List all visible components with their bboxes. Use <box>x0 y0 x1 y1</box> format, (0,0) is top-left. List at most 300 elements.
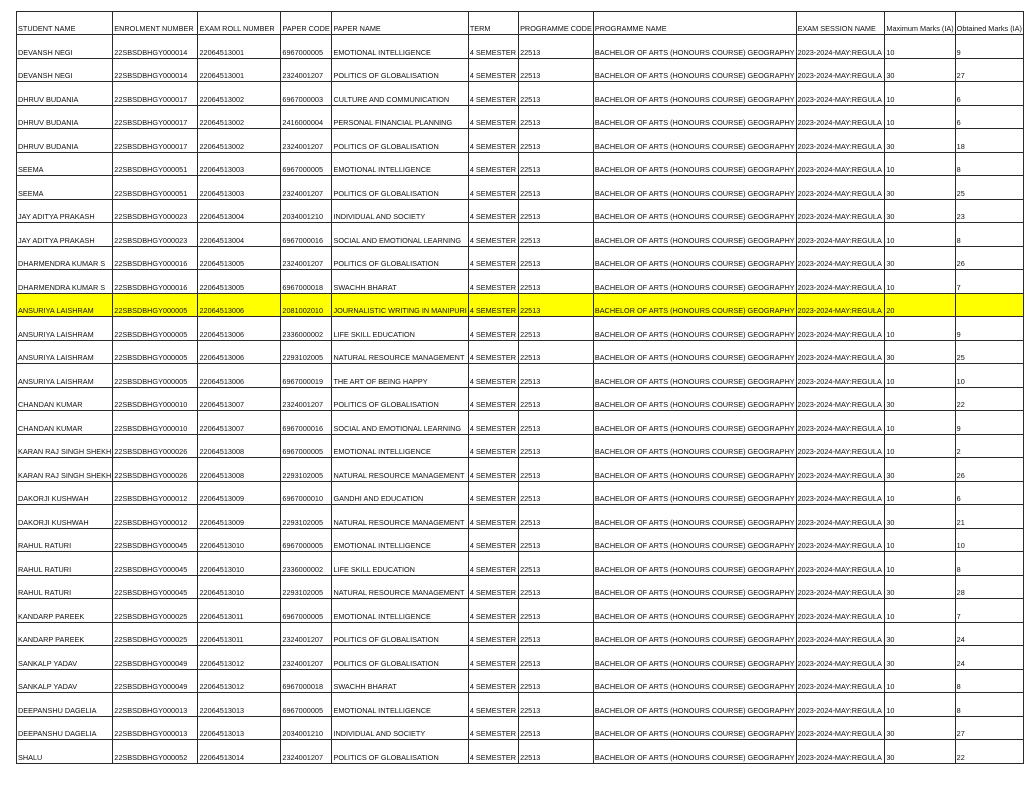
enrolment-number-cell: 22SBSDBHGY000013 <box>113 693 198 717</box>
programme-code-cell: 22513 <box>519 669 594 693</box>
paper-code-cell: 2081002010 <box>281 293 332 317</box>
table-row <box>17 434 1024 458</box>
term-cell: 4 SEMESTER <box>468 152 518 176</box>
obtained-marks-cell <box>955 293 1023 317</box>
student-name-cell: DHRUV BUDANIA <box>17 129 113 153</box>
programme-code-cell: 22513 <box>519 693 594 717</box>
term-cell: 4 SEMESTER <box>468 58 518 82</box>
enrolment-number-cell: 22SBSDBHGY000005 <box>113 317 198 341</box>
maximum-marks-cell: 10 <box>885 434 955 458</box>
exam-session-cell: 2023-2024-MAY:REGULA <box>796 82 885 106</box>
column-header: Obtained Marks (IA) <box>955 12 1023 35</box>
enrolment-number-cell: 22SBSDBHGY000012 <box>113 505 198 529</box>
column-header: PAPER CODE <box>281 12 332 35</box>
exam-session-cell: 2023-2024-MAY:REGULA <box>796 105 885 129</box>
maximum-marks-cell: 10 <box>885 481 955 505</box>
programme-code-cell: 22513 <box>519 340 594 364</box>
obtained-marks-cell: 8 <box>955 152 1023 176</box>
term-cell: 4 SEMESTER <box>468 599 518 623</box>
programme-name-cell: BACHELOR OF ARTS (HONOURS COURSE) GEOGRAPHY <box>593 505 796 529</box>
column-header: PAPER NAME <box>332 12 468 35</box>
student-name-cell: CHANDAN KUMAR <box>17 387 113 411</box>
exam-session-cell: 2023-2024-MAY:REGULA <box>796 58 885 82</box>
term-cell: 4 SEMESTER <box>468 716 518 740</box>
maximum-marks-cell: 10 <box>885 599 955 623</box>
programme-name-cell: BACHELOR OF ARTS (HONOURS COURSE) GEOGRAPHY <box>593 622 796 646</box>
exam-session-cell: 2023-2024-MAY:REGULA <box>796 716 885 740</box>
enrolment-number-cell: 22SBSDBHGY000005 <box>113 364 198 388</box>
enrolment-number-cell: 22SBSDBHGY000025 <box>113 622 198 646</box>
programme-code-cell: 22513 <box>519 528 594 552</box>
obtained-marks-cell: 27 <box>955 58 1023 82</box>
table-row <box>17 129 1024 153</box>
enrolment-number-cell: 22SBSDBHGY000026 <box>113 434 198 458</box>
programme-name-cell: BACHELOR OF ARTS (HONOURS COURSE) GEOGRAPHY <box>593 481 796 505</box>
paper-name-cell: POLITICS OF GLOBALISATION <box>332 646 468 670</box>
paper-code-cell: 6967000016 <box>281 223 332 247</box>
student-name-cell: DEVANSH NEGI <box>17 58 113 82</box>
programme-name-cell: BACHELOR OF ARTS (HONOURS COURSE) GEOGRAPHY <box>593 646 796 670</box>
programme-name-cell: BACHELOR OF ARTS (HONOURS COURSE) GEOGRAPHY <box>593 246 796 270</box>
table-row <box>17 82 1024 106</box>
paper-code-cell: 2324001207 <box>281 740 332 764</box>
term-cell: 4 SEMESTER <box>468 458 518 482</box>
programme-code-cell: 22513 <box>519 716 594 740</box>
programme-name-cell: BACHELOR OF ARTS (HONOURS COURSE) GEOGRAPHY <box>593 152 796 176</box>
programme-name-cell: BACHELOR OF ARTS (HONOURS COURSE) GEOGRAPHY <box>593 82 796 106</box>
term-cell: 4 SEMESTER <box>468 364 518 388</box>
column-header: TERM <box>468 12 518 35</box>
paper-name-cell: POLITICS OF GLOBALISATION <box>332 740 468 764</box>
exam-roll-number-cell: 22064513013 <box>198 693 281 717</box>
student-name-cell: ANSURIYA LAISHRAM <box>17 293 113 317</box>
exam-roll-number-cell: 22064513011 <box>198 599 281 623</box>
obtained-marks-cell: 24 <box>955 646 1023 670</box>
student-name-cell: DHRUV BUDANIA <box>17 82 113 106</box>
exam-roll-number-cell: 22064513009 <box>198 481 281 505</box>
paper-code-cell: 6967000018 <box>281 270 332 294</box>
header-row <box>17 12 1024 35</box>
term-cell: 4 SEMESTER <box>468 317 518 341</box>
column-header: PROGRAMME CODE <box>519 12 594 35</box>
exam-roll-number-cell: 22064513006 <box>198 293 281 317</box>
maximum-marks-cell: 30 <box>885 575 955 599</box>
paper-code-cell: 2324001207 <box>281 58 332 82</box>
programme-name-cell: BACHELOR OF ARTS (HONOURS COURSE) GEOGRAPHY <box>593 58 796 82</box>
maximum-marks-cell: 30 <box>885 340 955 364</box>
table-row <box>17 387 1024 411</box>
enrolment-number-cell: 22SBSDBHGY000016 <box>113 270 198 294</box>
maximum-marks-cell: 10 <box>885 152 955 176</box>
programme-code-cell: 22513 <box>519 364 594 388</box>
paper-code-cell: 6967000019 <box>281 364 332 388</box>
paper-code-cell: 2293102005 <box>281 340 332 364</box>
maximum-marks-cell: 10 <box>885 35 955 59</box>
exam-roll-number-cell: 22064513009 <box>198 505 281 529</box>
exam-session-cell: 2023-2024-MAY:REGULA <box>796 152 885 176</box>
paper-code-cell: 2293102005 <box>281 458 332 482</box>
student-name-cell: JAY ADITYA PRAKASH <box>17 223 113 247</box>
table-row <box>17 481 1024 505</box>
paper-code-cell: 6967000005 <box>281 434 332 458</box>
exam-session-cell: 2023-2024-MAY:REGULA <box>796 646 885 670</box>
enrolment-number-cell: 22SBSDBHGY000045 <box>113 575 198 599</box>
exam-roll-number-cell: 22064513001 <box>198 58 281 82</box>
programme-code-cell: 22513 <box>519 199 594 223</box>
exam-session-cell: 2023-2024-MAY:REGULA <box>796 552 885 576</box>
paper-code-cell: 2293102005 <box>281 505 332 529</box>
maximum-marks-cell: 30 <box>885 387 955 411</box>
exam-roll-number-cell: 22064513008 <box>198 434 281 458</box>
table-row <box>17 293 1024 317</box>
enrolment-number-cell: 22SBSDBHGY000023 <box>113 199 198 223</box>
term-cell: 4 SEMESTER <box>468 199 518 223</box>
enrolment-number-cell: 22SBSDBHGY000023 <box>113 223 198 247</box>
obtained-marks-cell: 28 <box>955 575 1023 599</box>
exam-session-cell: 2023-2024-MAY:REGULA <box>796 434 885 458</box>
enrolment-number-cell: 22SBSDBHGY000026 <box>113 458 198 482</box>
table-row <box>17 528 1024 552</box>
enrolment-number-cell: 22SBSDBHGY000013 <box>113 716 198 740</box>
programme-code-cell: 22513 <box>519 58 594 82</box>
enrolment-number-cell: 22SBSDBHGY000012 <box>113 481 198 505</box>
term-cell: 4 SEMESTER <box>468 387 518 411</box>
programme-name-cell: BACHELOR OF ARTS (HONOURS COURSE) GEOGRAPHY <box>593 105 796 129</box>
obtained-marks-cell: 21 <box>955 505 1023 529</box>
exam-session-cell: 2023-2024-MAY:REGULA <box>796 270 885 294</box>
obtained-marks-cell: 8 <box>955 693 1023 717</box>
exam-session-cell: 2023-2024-MAY:REGULA <box>796 340 885 364</box>
term-cell: 4 SEMESTER <box>468 505 518 529</box>
paper-name-cell: NATURAL RESOURCE MANAGEMENT <box>332 505 468 529</box>
exam-roll-number-cell: 22064513014 <box>198 740 281 764</box>
obtained-marks-cell: 6 <box>955 82 1023 106</box>
table-row <box>17 552 1024 576</box>
table-row <box>17 199 1024 223</box>
enrolment-number-cell: 22SBSDBHGY000052 <box>113 740 198 764</box>
exam-roll-number-cell: 22064513006 <box>198 317 281 341</box>
paper-name-cell: POLITICS OF GLOBALISATION <box>332 58 468 82</box>
paper-name-cell: EMOTIONAL INTELLIGENCE <box>332 434 468 458</box>
enrolment-number-cell: 22SBSDBHGY000010 <box>113 387 198 411</box>
paper-name-cell: NATURAL RESOURCE MANAGEMENT <box>332 458 468 482</box>
exam-session-cell: 2023-2024-MAY:REGULA <box>796 411 885 435</box>
paper-code-cell: 2324001207 <box>281 176 332 200</box>
programme-code-cell: 22513 <box>519 246 594 270</box>
maximum-marks-cell: 30 <box>885 199 955 223</box>
maximum-marks-cell: 30 <box>885 740 955 764</box>
column-header: ENROLMENT NUMBER <box>113 12 198 35</box>
enrolment-number-cell: 22SBSDBHGY000017 <box>113 129 198 153</box>
programme-name-cell: BACHELOR OF ARTS (HONOURS COURSE) GEOGRAPHY <box>593 458 796 482</box>
programme-code-cell: 22513 <box>519 552 594 576</box>
programme-code-cell: 22513 <box>519 317 594 341</box>
term-cell: 4 SEMESTER <box>468 552 518 576</box>
term-cell: 4 SEMESTER <box>468 35 518 59</box>
programme-code-cell: 22513 <box>519 223 594 247</box>
table-row <box>17 575 1024 599</box>
obtained-marks-cell: 10 <box>955 364 1023 388</box>
enrolment-number-cell: 22SBSDBHGY000051 <box>113 152 198 176</box>
exam-roll-number-cell: 22064513004 <box>198 223 281 247</box>
paper-code-cell: 6967000018 <box>281 669 332 693</box>
programme-name-cell: BACHELOR OF ARTS (HONOURS COURSE) GEOGRAPHY <box>593 317 796 341</box>
obtained-marks-cell: 23 <box>955 199 1023 223</box>
paper-name-cell: SOCIAL AND EMOTIONAL LEARNING <box>332 223 468 247</box>
term-cell: 4 SEMESTER <box>468 646 518 670</box>
paper-name-cell: JOURNALISTIC WRITING IN MANIPURI <box>332 293 468 317</box>
programme-code-cell: 22513 <box>519 622 594 646</box>
exam-session-cell: 2023-2024-MAY:REGULA <box>796 740 885 764</box>
obtained-marks-cell: 24 <box>955 622 1023 646</box>
term-cell: 4 SEMESTER <box>468 293 518 317</box>
table-body <box>17 35 1024 764</box>
programme-code-cell: 22513 <box>519 575 594 599</box>
exam-session-cell: 2023-2024-MAY:REGULA <box>796 199 885 223</box>
maximum-marks-cell: 10 <box>885 317 955 341</box>
maximum-marks-cell: 30 <box>885 58 955 82</box>
table-row <box>17 176 1024 200</box>
programme-name-cell: BACHELOR OF ARTS (HONOURS COURSE) GEOGRAPHY <box>593 599 796 623</box>
maximum-marks-cell: 10 <box>885 528 955 552</box>
student-name-cell: SEEMA <box>17 176 113 200</box>
term-cell: 4 SEMESTER <box>468 82 518 106</box>
programme-code-cell: 22513 <box>519 105 594 129</box>
exam-session-cell: 2023-2024-MAY:REGULA <box>796 458 885 482</box>
programme-name-cell: BACHELOR OF ARTS (HONOURS COURSE) GEOGRAPHY <box>593 35 796 59</box>
table-row <box>17 411 1024 435</box>
enrolment-number-cell: 22SBSDBHGY000049 <box>113 669 198 693</box>
table-row <box>17 622 1024 646</box>
paper-code-cell: 6967000005 <box>281 528 332 552</box>
exam-roll-number-cell: 22064513007 <box>198 411 281 435</box>
student-name-cell: SEEMA <box>17 152 113 176</box>
table-row <box>17 740 1024 764</box>
column-header: Maximum Marks (IA) <box>885 12 955 35</box>
maximum-marks-cell: 20 <box>885 293 955 317</box>
exam-roll-number-cell: 22064513012 <box>198 669 281 693</box>
programme-name-cell: BACHELOR OF ARTS (HONOURS COURSE) GEOGRAPHY <box>593 740 796 764</box>
table-row <box>17 340 1024 364</box>
exam-roll-number-cell: 22064513008 <box>198 458 281 482</box>
column-header: STUDENT NAME <box>17 12 113 35</box>
exam-session-cell: 2023-2024-MAY:REGULA <box>796 481 885 505</box>
enrolment-number-cell: 22SBSDBHGY000010 <box>113 411 198 435</box>
exam-session-cell: 2023-2024-MAY:REGULA <box>796 223 885 247</box>
paper-name-cell: INDIVIDUAL AND SOCIETY <box>332 716 468 740</box>
programme-code-cell: 22513 <box>519 411 594 435</box>
maximum-marks-cell: 10 <box>885 693 955 717</box>
programme-name-cell: BACHELOR OF ARTS (HONOURS COURSE) GEOGRAPHY <box>593 693 796 717</box>
enrolment-number-cell: 22SBSDBHGY000017 <box>113 105 198 129</box>
term-cell: 4 SEMESTER <box>468 575 518 599</box>
programme-name-cell: BACHELOR OF ARTS (HONOURS COURSE) GEOGRAPHY <box>593 364 796 388</box>
maximum-marks-cell: 30 <box>885 505 955 529</box>
enrolment-number-cell: 22SBSDBHGY000045 <box>113 552 198 576</box>
paper-name-cell: PERSONAL FINANCIAL PLANNING <box>332 105 468 129</box>
exam-roll-number-cell: 22064513010 <box>198 575 281 599</box>
programme-code-cell: 22513 <box>519 152 594 176</box>
paper-name-cell: GANDHI AND EDUCATION <box>332 481 468 505</box>
paper-code-cell: 2324001207 <box>281 129 332 153</box>
paper-name-cell: SOCIAL AND EMOTIONAL LEARNING <box>332 411 468 435</box>
paper-code-cell: 6967000005 <box>281 693 332 717</box>
maximum-marks-cell: 10 <box>885 105 955 129</box>
student-name-cell: DHARMENDRA KUMAR S <box>17 270 113 294</box>
exam-session-cell: 2023-2024-MAY:REGULA <box>796 693 885 717</box>
exam-roll-number-cell: 22064513007 <box>198 387 281 411</box>
programme-code-cell: 22513 <box>519 270 594 294</box>
table-row <box>17 270 1024 294</box>
exam-roll-number-cell: 22064513011 <box>198 622 281 646</box>
table-row <box>17 152 1024 176</box>
maximum-marks-cell: 10 <box>885 552 955 576</box>
exam-session-cell: 2023-2024-MAY:REGULA <box>796 622 885 646</box>
paper-code-cell: 2324001207 <box>281 246 332 270</box>
maximum-marks-cell: 30 <box>885 622 955 646</box>
enrolment-number-cell: 22SBSDBHGY000014 <box>113 35 198 59</box>
paper-code-cell: 2293102005 <box>281 575 332 599</box>
paper-name-cell: CULTURE AND COMMUNICATION <box>332 82 468 106</box>
student-name-cell: ANSURIYA LAISHRAM <box>17 340 113 364</box>
maximum-marks-cell: 30 <box>885 176 955 200</box>
paper-code-cell: 2336000002 <box>281 552 332 576</box>
student-name-cell: KANDARP PAREEK <box>17 599 113 623</box>
programme-name-cell: BACHELOR OF ARTS (HONOURS COURSE) GEOGRAPHY <box>593 669 796 693</box>
programme-code-cell: 22513 <box>519 646 594 670</box>
programme-code-cell: 22513 <box>519 387 594 411</box>
exam-session-cell: 2023-2024-MAY:REGULA <box>796 669 885 693</box>
student-name-cell: CHANDAN KUMAR <box>17 411 113 435</box>
paper-code-cell: 6967000016 <box>281 411 332 435</box>
exam-session-cell: 2023-2024-MAY:REGULA <box>796 364 885 388</box>
programme-name-cell: BACHELOR OF ARTS (HONOURS COURSE) GEOGRAPHY <box>593 434 796 458</box>
obtained-marks-cell: 8 <box>955 223 1023 247</box>
student-name-cell: SANKALP YADAV <box>17 646 113 670</box>
obtained-marks-cell: 10 <box>955 528 1023 552</box>
exam-roll-number-cell: 22064513012 <box>198 646 281 670</box>
programme-name-cell: BACHELOR OF ARTS (HONOURS COURSE) GEOGRAPHY <box>593 552 796 576</box>
student-name-cell: ANSURIYA LAISHRAM <box>17 317 113 341</box>
exam-roll-number-cell: 22064513002 <box>198 105 281 129</box>
exam-roll-number-cell: 22064513005 <box>198 270 281 294</box>
exam-session-cell: 2023-2024-MAY:REGULA <box>796 35 885 59</box>
paper-name-cell: NATURAL RESOURCE MANAGEMENT <box>332 340 468 364</box>
exam-roll-number-cell: 22064513002 <box>198 129 281 153</box>
programme-name-cell: BACHELOR OF ARTS (HONOURS COURSE) GEOGRAPHY <box>593 411 796 435</box>
paper-name-cell: THE ART OF BEING HAPPY <box>332 364 468 388</box>
student-name-cell: KARAN RAJ SINGH SHEKH <box>17 434 113 458</box>
exam-roll-number-cell: 22064513003 <box>198 152 281 176</box>
paper-code-cell: 6967000010 <box>281 481 332 505</box>
paper-name-cell: POLITICS OF GLOBALISATION <box>332 176 468 200</box>
marks-table <box>16 11 1024 764</box>
programme-name-cell: BACHELOR OF ARTS (HONOURS COURSE) GEOGRAPHY <box>593 716 796 740</box>
student-name-cell: RAHUL RATURI <box>17 575 113 599</box>
maximum-marks-cell: 10 <box>885 82 955 106</box>
student-name-cell: RAHUL RATURI <box>17 528 113 552</box>
exam-roll-number-cell: 22064513010 <box>198 552 281 576</box>
programme-code-cell: 22513 <box>519 505 594 529</box>
programme-code-cell: 22513 <box>519 740 594 764</box>
programme-code-cell: 22513 <box>519 129 594 153</box>
paper-name-cell: EMOTIONAL INTELLIGENCE <box>332 528 468 552</box>
programme-name-cell: BACHELOR OF ARTS (HONOURS COURSE) GEOGRAPHY <box>593 293 796 317</box>
paper-code-cell: 2324001207 <box>281 622 332 646</box>
student-name-cell: DAKORJI KUSHWAH <box>17 481 113 505</box>
term-cell: 4 SEMESTER <box>468 105 518 129</box>
paper-name-cell: POLITICS OF GLOBALISATION <box>332 246 468 270</box>
paper-name-cell: POLITICS OF GLOBALISATION <box>332 129 468 153</box>
enrolment-number-cell: 22SBSDBHGY000051 <box>113 176 198 200</box>
enrolment-number-cell: 22SBSDBHGY000005 <box>113 340 198 364</box>
term-cell: 4 SEMESTER <box>468 528 518 552</box>
table-row <box>17 458 1024 482</box>
term-cell: 4 SEMESTER <box>468 481 518 505</box>
student-name-cell: DHRUV BUDANIA <box>17 105 113 129</box>
maximum-marks-cell: 10 <box>885 411 955 435</box>
enrolment-number-cell: 22SBSDBHGY000016 <box>113 246 198 270</box>
exam-session-cell: 2023-2024-MAY:REGULA <box>796 599 885 623</box>
paper-code-cell: 6967000003 <box>281 82 332 106</box>
programme-code-cell: 22513 <box>519 434 594 458</box>
table-row <box>17 246 1024 270</box>
paper-code-cell: 2324001207 <box>281 387 332 411</box>
paper-code-cell: 2034001210 <box>281 199 332 223</box>
student-name-cell: DEVANSH NEGI <box>17 35 113 59</box>
exam-session-cell: 2023-2024-MAY:REGULA <box>796 129 885 153</box>
obtained-marks-cell: 8 <box>955 552 1023 576</box>
student-name-cell: DEEPANSHU DAGELIA <box>17 716 113 740</box>
maximum-marks-cell: 30 <box>885 129 955 153</box>
paper-name-cell: LIFE SKILL EDUCATION <box>332 317 468 341</box>
exam-roll-number-cell: 22064513003 <box>198 176 281 200</box>
exam-session-cell: 2023-2024-MAY:REGULA <box>796 293 885 317</box>
obtained-marks-cell: 7 <box>955 270 1023 294</box>
maximum-marks-cell: 30 <box>885 646 955 670</box>
student-name-cell: RAHUL RATURI <box>17 552 113 576</box>
column-header: EXAM ROLL NUMBER <box>198 12 281 35</box>
maximum-marks-cell: 30 <box>885 716 955 740</box>
obtained-marks-cell: 22 <box>955 740 1023 764</box>
term-cell: 4 SEMESTER <box>468 434 518 458</box>
paper-code-cell: 6967000005 <box>281 35 332 59</box>
programme-name-cell: BACHELOR OF ARTS (HONOURS COURSE) GEOGRAPHY <box>593 340 796 364</box>
paper-name-cell: INDIVIDUAL AND SOCIETY <box>332 199 468 223</box>
term-cell: 4 SEMESTER <box>468 129 518 153</box>
paper-code-cell: 2324001207 <box>281 646 332 670</box>
exam-roll-number-cell: 22064513005 <box>198 246 281 270</box>
table-row <box>17 716 1024 740</box>
table-row <box>17 35 1024 59</box>
programme-code-cell: 22513 <box>519 35 594 59</box>
exam-roll-number-cell: 22064513010 <box>198 528 281 552</box>
student-name-cell: SANKALP YADAV <box>17 669 113 693</box>
maximum-marks-cell: 30 <box>885 458 955 482</box>
programme-name-cell: BACHELOR OF ARTS (HONOURS COURSE) GEOGRAPHY <box>593 528 796 552</box>
student-name-cell: KANDARP PAREEK <box>17 622 113 646</box>
table-row <box>17 646 1024 670</box>
exam-roll-number-cell: 22064513002 <box>198 82 281 106</box>
obtained-marks-cell: 27 <box>955 716 1023 740</box>
exam-session-cell: 2023-2024-MAY:REGULA <box>796 505 885 529</box>
table-row <box>17 599 1024 623</box>
exam-session-cell: 2023-2024-MAY:REGULA <box>796 246 885 270</box>
paper-code-cell: 6967000005 <box>281 599 332 623</box>
term-cell: 4 SEMESTER <box>468 669 518 693</box>
paper-code-cell: 2336000002 <box>281 317 332 341</box>
table-row <box>17 669 1024 693</box>
